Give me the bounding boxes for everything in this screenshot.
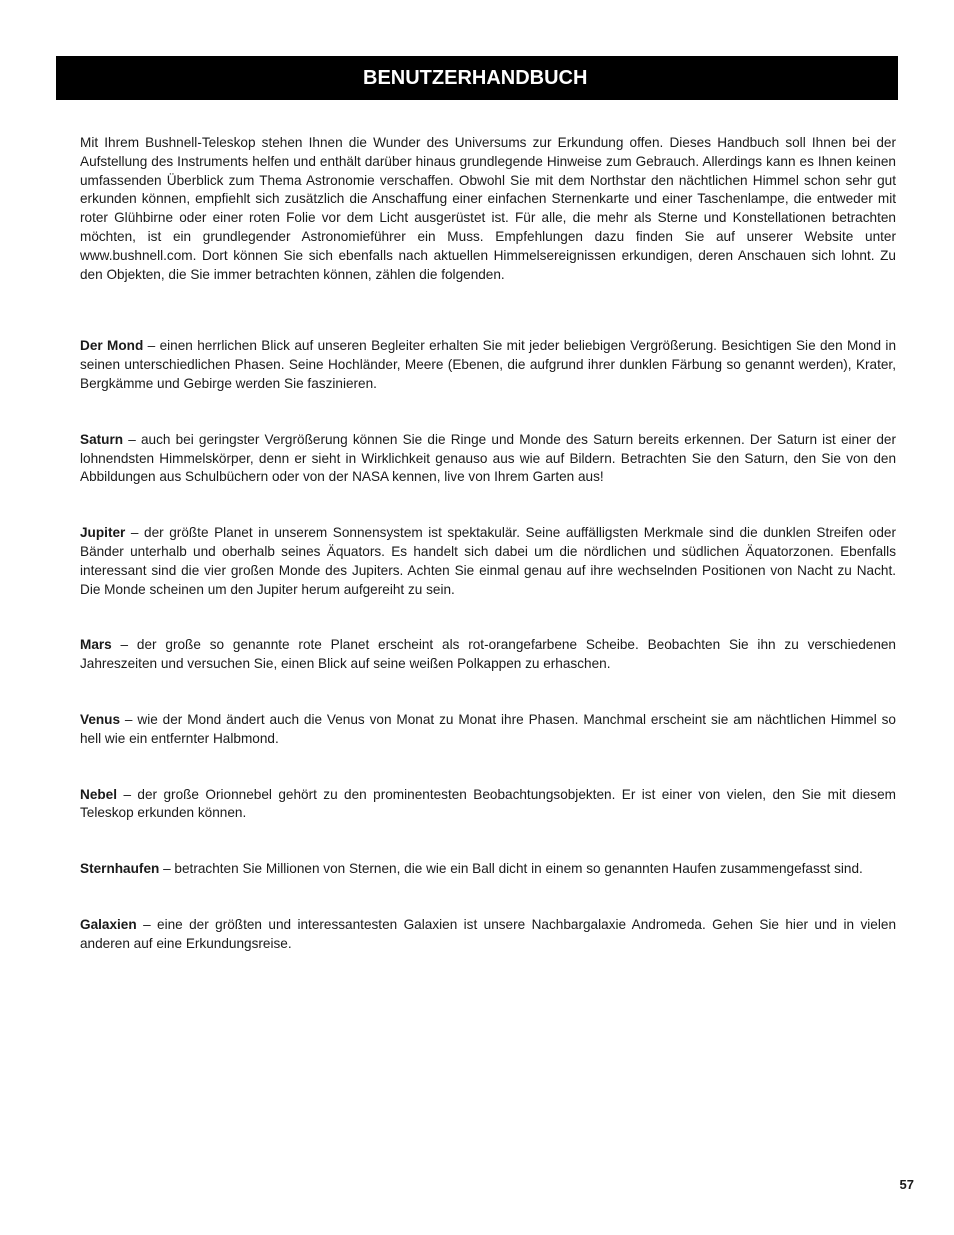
item-text: – betrachten Sie Millionen von Sternen, die wie ein Ball dicht in einem so genannten Haufen zusammengefasst sind. <box>159 861 863 877</box>
item-term: Der Mond <box>80 338 144 354</box>
list-item-saturn <box>80 431 896 487</box>
list-item-mars <box>80 636 896 674</box>
list-item-moon <box>80 337 896 393</box>
page-title: BENUTZERHANDBUCH <box>363 66 588 89</box>
item-text: – wie der Mond ändert auch die Venus von Monat zu Monat ihre Phasen. Manchmal erscheint sie am nächtlichen Himmel so hell wie ein entfernter Halbmond. <box>80 711 896 746</box>
item-term: Nebel <box>80 786 118 802</box>
item-term: Venus <box>80 711 121 727</box>
item-term: Jupiter <box>80 525 126 541</box>
item-term: Mars <box>80 637 112 653</box>
header-bar <box>56 56 898 100</box>
item-text: – der große Orionnebel gehört zu den prominentesten Beobachtungsobjekten. Er ist einer von vielen, den Sie mit diesem Teleskop erkunden können. <box>80 786 896 821</box>
item-term: Galaxien <box>80 916 137 932</box>
list-item-galaxies <box>80 916 896 954</box>
page-number: 57 <box>899 1177 914 1192</box>
item-text: – der große so genannte rote Planet erscheint als rot-orangefarbene Scheibe. Beobachten Sie ihn zu verschiedenen Jahreszeiten und versuchen Sie, einen Blick auf seine weißen Polkappen zu erhaschen. <box>80 637 896 672</box>
item-term: Sternhaufen <box>80 861 160 877</box>
list-item-star-clusters <box>80 860 896 879</box>
item-term: Saturn <box>80 431 124 447</box>
document-body <box>80 134 896 991</box>
list-item-venus <box>80 711 896 749</box>
intro-paragraph: Mit Ihrem Bushnell-Teleskop stehen Ihnen die Wunder des Universums zur Erkundung offen. Dieses Handbuch soll Ihnen bei der Aufstellung des Instruments helfen und enthält darüber hinaus grundlegende Hinweise zum Gebrauch. Allerdings kann es Ihnen keinen umfassenden Überblick zum Thema Astronomie verschaffen. Obwohl Sie mit dem Northstar den nächtlichen Himmel schon sehr gut erkunden können, empfiehlt sich zusätzlich die Anschaffung einer einfachen Sternenkarte und einer Taschenlampe, die entweder mit roter Glühbirne oder einer roten Folie vor dem Licht ausgerüstet ist. Für alle, die mehr als Sterne und Konstellationen betrachten möchten, ist ein grundlegender Astronomieführer ein Muss. Empfehlungen dazu finden Sie auf unserer Website unter www.bushnell.com. Dort können Sie sich ebenfalls nach aktuellen Himmelsereignissen erkundigen, deren Anschauen sich lohnt. Zu den Objekten, die Sie immer betrachten können, zählen die folgenden. <box>80 135 896 282</box>
item-text: – eine der größten und interessantesten Galaxien ist unsere Nachbargalaxie Andromeda. Gehen Sie hier und in vielen anderen auf eine Erkundungsreise. <box>80 916 896 951</box>
item-text: – der größte Planet in unserem Sonnensystem ist spektakulär. Seine auffälligsten Merkmale sind die dunklen Streifen oder Bänder unterhalb und oberhalb seines Äquators. Es handelt sich dabei um die nördlichen und südlichen Äquatorzonen. Ebenfalls interessant sind die vier großen Monde des Jupiters. Achten Sie einmal genau auf ihre wechselnden Positionen von Nacht zu Nacht. Die Monde scheinen um den Jupiter herum aufgereiht zu sein. <box>80 525 896 597</box>
list-item-nebula <box>80 786 896 824</box>
item-text: – einen herrlichen Blick auf unseren Begleiter erhalten Sie mit jeder beliebigen Vergrößerung. Besichtigen Sie den Mond in seinen unterschiedlichen Phasen. Seine Hochländer, Meere (Ebenen, die aufgrund ihrer dunklen Färbung so genannt werden), Krater, Bergkämme und Gebirge werden Sie faszinieren. <box>80 338 896 391</box>
list-item-jupiter <box>80 524 896 599</box>
item-text: – auch bei geringster Vergrößerung können Sie die Ringe und Monde des Saturn bereits erkennen. Der Saturn ist einer der lohnendsten Himmelskörper, denn er sieht in Wirklichkeit genauso aus wie auf Bildern. Betrachten Sie den Saturn, den Sie von den Abbildungen aus Schulbüchern oder von der NASA kennen, live von Ihrem Garten aus! <box>80 431 896 485</box>
